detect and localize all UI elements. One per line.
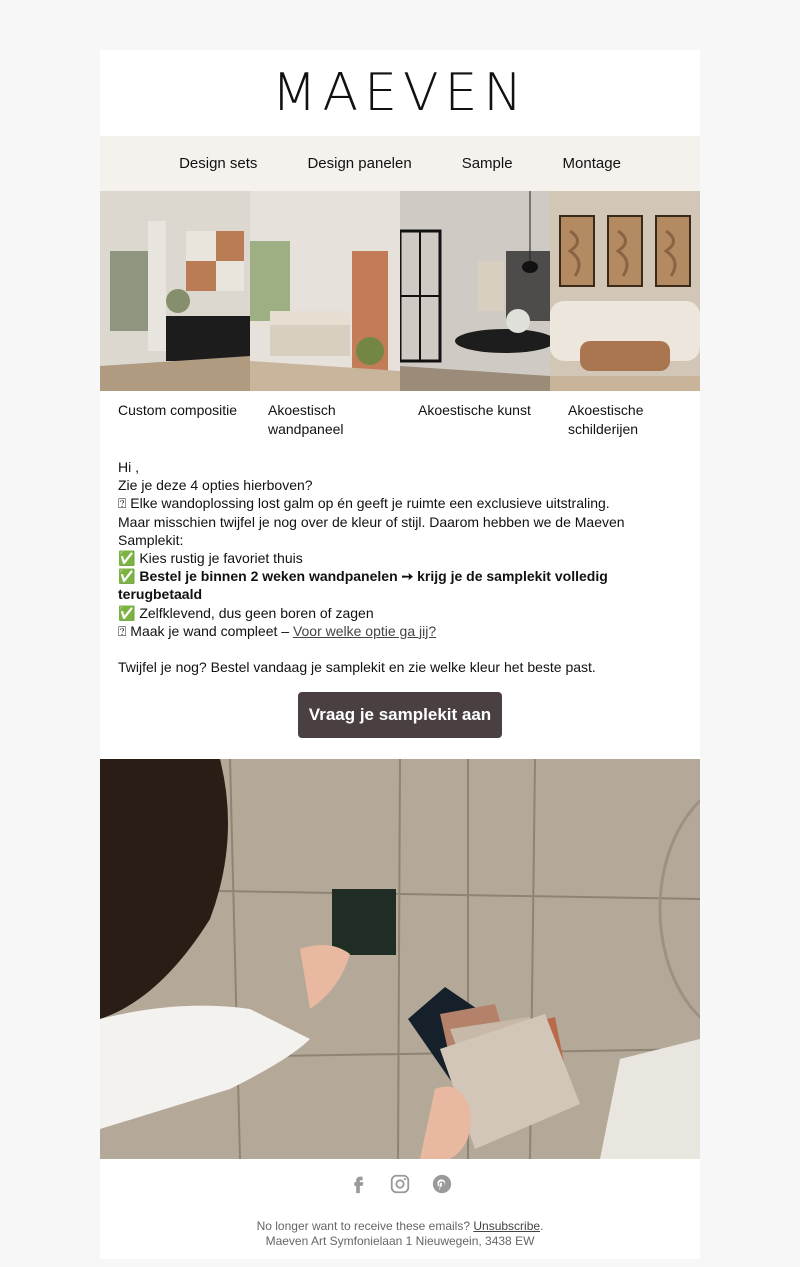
message-body xyxy=(100,452,700,676)
caption-custom-compositie[interactable]: Custom compositie xyxy=(118,402,238,418)
room-illustration-2 xyxy=(250,191,400,391)
header xyxy=(100,50,700,136)
samplekit-photo xyxy=(100,759,700,1159)
nav-sample[interactable]: Sample xyxy=(461,155,513,172)
product-image-custom-compositie[interactable] xyxy=(100,191,250,391)
caption-akoestische-kunst[interactable]: Akoestische kunst xyxy=(418,402,531,418)
product-image-akoestische-schilderijen[interactable] xyxy=(550,191,700,391)
product-captions xyxy=(100,391,700,452)
company-address: Maeven Art Symfonielaan 1 Nieuwegein, 3438 EW xyxy=(265,1234,535,1249)
room-illustration-3 xyxy=(400,191,550,391)
footer xyxy=(100,1159,700,1259)
nav-design-panelen[interactable]: Design panelen xyxy=(307,155,412,172)
message-line-7: ⍰ Maak je wand compleet – Voor welke optie ga jij? xyxy=(118,622,437,639)
hero-image[interactable] xyxy=(100,759,700,1159)
pinterest-icon[interactable] xyxy=(431,1173,453,1195)
caption-akoestische-schilderijen[interactable]: Akoestische schilderijen xyxy=(568,402,644,437)
brand-logo[interactable]: MAEVEN xyxy=(271,63,529,123)
closing-line: Twijfel je nog? Bestel vandaag je samplekit en zie welke kleur het beste past. xyxy=(118,659,596,676)
email-container xyxy=(100,50,700,1259)
check-icon: ✅ xyxy=(118,568,136,585)
nav-design-sets[interactable]: Design sets xyxy=(179,155,258,172)
room-illustration-1 xyxy=(100,191,250,391)
caption-akoestisch-wandpaneel[interactable]: Akoestisch wandpaneel xyxy=(268,402,344,437)
unsubscribe-link[interactable]: Unsubscribe xyxy=(473,1219,541,1234)
unsubscribe-line: No longer want to receive these emails? Unsubscribe. xyxy=(256,1219,544,1234)
footer-text xyxy=(100,1209,700,1249)
facebook-icon[interactable] xyxy=(347,1173,369,1195)
nav-montage[interactable]: Montage xyxy=(562,155,621,172)
product-image-akoestisch-wandpaneel[interactable] xyxy=(250,191,400,391)
product-images xyxy=(100,191,700,391)
product-image-akoestische-kunst[interactable] xyxy=(400,191,550,391)
social-links xyxy=(100,1159,700,1209)
check-item-3: ✅ Zelfklevend, dus geen boren of zagen xyxy=(118,604,374,621)
message-line-3: Maar misschien twijfel je nog over de kleur of stijl. Daarom hebben we de Maeven Samplekit: xyxy=(118,513,625,548)
room-illustration-4 xyxy=(550,191,700,391)
options-link[interactable]: Voor welke optie ga jij? xyxy=(292,622,437,639)
box-icon: ⍰ xyxy=(118,495,127,512)
check-icon: ✅ xyxy=(118,550,136,567)
cta-wrap xyxy=(100,676,700,759)
instagram-icon[interactable] xyxy=(389,1173,411,1195)
greeting: Hi , xyxy=(118,459,139,475)
check-item-2: ✅ Bestel je binnen 2 weken wandpanelen ➙ krijg je de samplekit volledig terugbetaald xyxy=(118,568,608,603)
check-icon: ✅ xyxy=(118,604,136,621)
nav-bar xyxy=(100,136,700,191)
message-line-1: Zie je deze 4 opties hierboven? xyxy=(118,477,313,494)
request-samplekit-button[interactable]: Vraag je samplekit aan xyxy=(298,692,502,738)
box-icon: ⍰ xyxy=(118,622,127,639)
message-line-2: ⍰ Elke wandoplossing lost galm op én geeft je ruimte een exclusieve uitstraling. xyxy=(118,495,610,512)
check-item-1: ✅ Kies rustig je favoriet thuis xyxy=(118,550,303,567)
